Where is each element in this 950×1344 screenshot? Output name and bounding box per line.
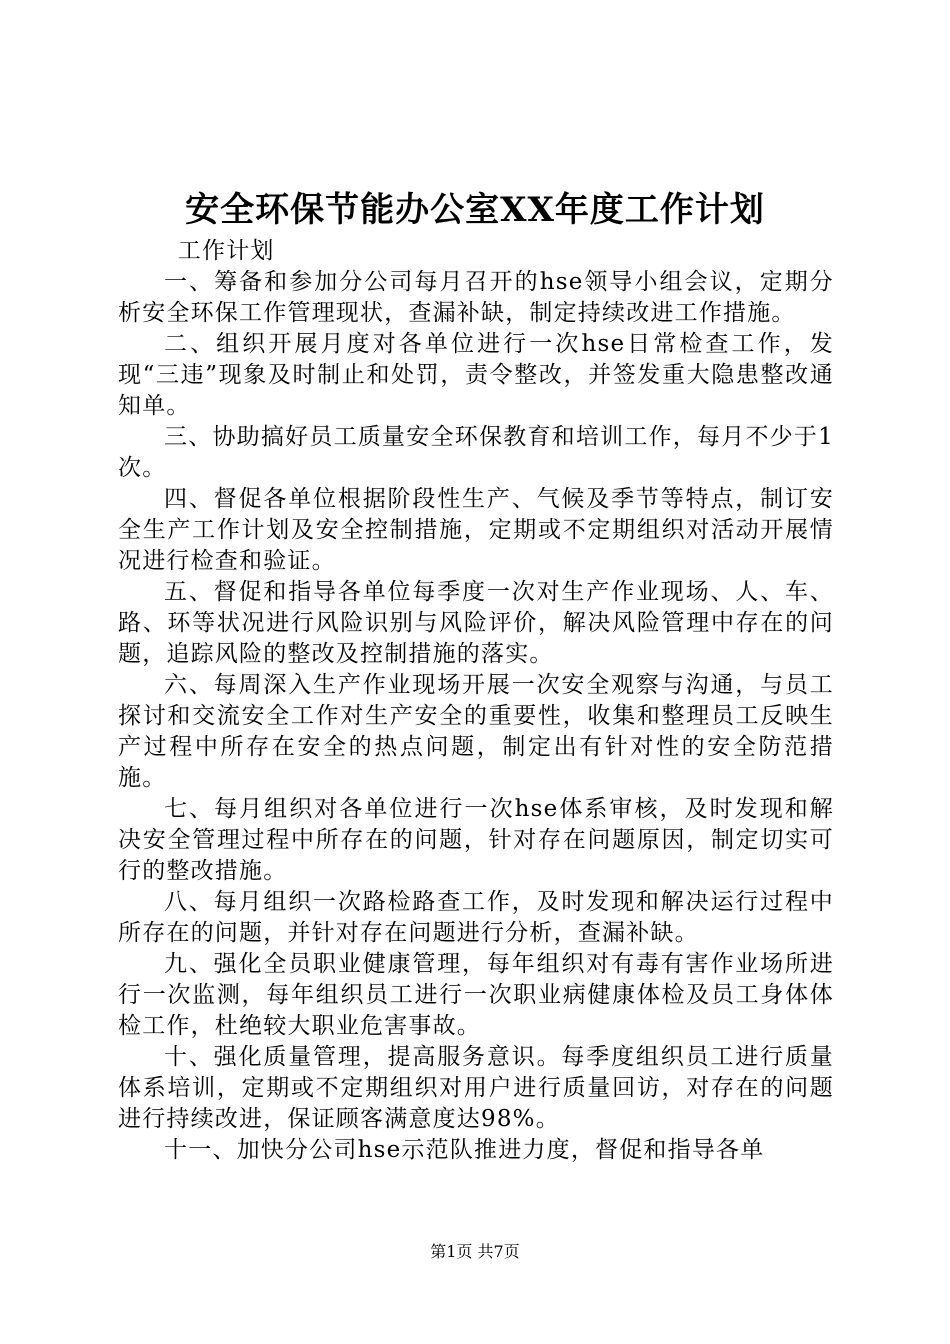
document-title: 安全环保节能办公室XX年度工作计划	[185, 190, 765, 230]
paragraph-1: 一、筹备和参加分公司每月召开的hse领导小组会议，定期分析安全环保工作管理现状，查漏补缺，制定持续改进工作措施。	[118, 269, 834, 326]
document-body	[118, 236, 834, 1166]
paragraph-11: 十一、加快分公司hse示范队推进力度，督促和指导各单	[164, 1137, 765, 1163]
paragraph-10: 十、强化质量管理，提高服务意识。每季度组织员工进行质量体系培训，定期或不定期组织对用户进行质量回访，对存在的问题进行持续改进，保证顾客满意度达98%。	[118, 1044, 834, 1132]
paragraph-8: 八、每月组织一次路检路查工作，及时发现和解决运行过程中所存在的问题，并针对存在问题进行分析，查漏补缺。	[118, 889, 834, 946]
paragraph-6: 六、每周深入生产作业现场开展一次安全观察与沟通，与员工探讨和交流安全工作对生产安全的重要性，收集和整理员工反映生产过程中所存在安全的热点问题，制定出有针对性的安全防范措施。	[118, 672, 834, 791]
paragraph-3: 三、协助搞好员工质量安全环保教育和培训工作，每月不少于1次。	[118, 424, 834, 481]
paragraph-4: 四、督促各单位根据阶段性生产、气候及季节等特点，制订安全生产工作计划及安全控制措施，定期或不定期组织对活动开展情况进行检查和验证。	[118, 486, 834, 574]
page-number-footer: 第1页 共7页	[430, 1242, 520, 1261]
paragraph-5: 五、督促和指导各单位每季度一次对生产作业现场、人、车、路、环等状况进行风险识别与风险评价，解决风险管理中存在的问题，追踪风险的整改及控制措施的落实。	[118, 579, 834, 667]
document-subtitle: 工作计划	[177, 238, 275, 264]
paragraph-7: 七、每月组织对各单位进行一次hse体系审核，及时发现和解决安全管理过程中所存在的问题，针对存在问题原因，制定切实可行的整改措施。	[118, 796, 834, 884]
paragraph-2: 二、组织开展月度对各单位进行一次hse日常检查工作，发现“三违”现象及时制止和处罚，责令整改，并签发重大隐患整改通知单。	[118, 331, 834, 419]
paragraph-9: 九、强化全员职业健康管理，每年组织对有毒有害作业场所进行一次监测，每年组织员工进行一次职业病健康体检及员工身体体检工作，杜绝较大职业危害事故。	[118, 951, 834, 1039]
